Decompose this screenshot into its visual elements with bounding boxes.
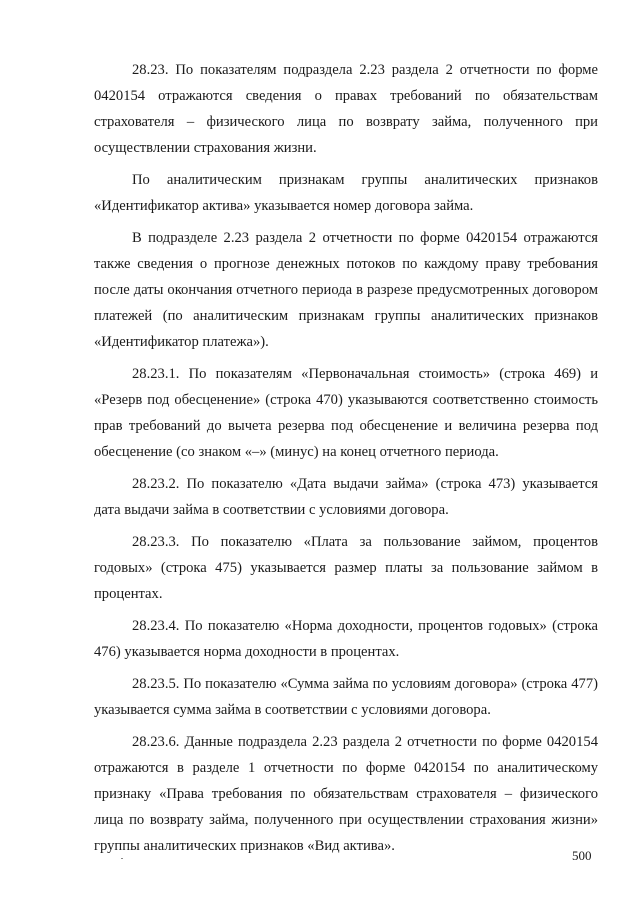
paragraph-28-23-2: 28.23.2. По показателю «Дата выдачи займа» (строка 473) указывается дата выдачи займа в соответствии с условиями договора. xyxy=(94,476,598,518)
paragraph-28-23-6: 28.23.6. Данные подраздела 2.23 раздела 2 отчетности по форме 0420154 отражаются в разделе 1 отчетности по форме 0420154 по аналитическому признаку «Права требования по обязательствам страхователя – физического лица по возврату займа, полученного при осуществлении страхования жизни» группы аналитических признаков «Вид актива». xyxy=(94,734,598,854)
paragraph-28-23-4: 28.23.4. По показателю «Норма доходности, процентов годовых» (строка 476) указывается норма доходности в процентах. xyxy=(94,618,598,660)
paragraph-28-23-1: 28.23.1. По показателям «Первоначальная стоимость» (строка 469) и «Резерв под обесценение» (строка 470) указываются соответственно стоимость прав требований до вычета резерва под обесценение и величина резерва под обесценение (со знаком «–» (минус) на конец отчетного периода. xyxy=(94,366,598,460)
page-number: 500 xyxy=(572,848,592,863)
document-body xyxy=(94,57,598,865)
scan-speck xyxy=(121,858,123,859)
paragraph-cash-flow-forecast: В подразделе 2.23 раздела 2 отчетности по форме 0420154 отражаются также сведения о прогнозе денежных потоков по каждому праву требования после даты окончания отчетного периода в разрезе предусмотренных договором платежей (по аналитическим признакам группы аналитических признаков «Идентификатор платежа»). xyxy=(94,230,598,350)
paragraph-asset-identifier: По аналитическим признакам группы аналитических признаков «Идентификатор актива» указывается номер договора займа. xyxy=(94,172,598,214)
paragraph-28-23-3: 28.23.3. По показателю «Плата за пользование займом, процентов годовых» (строка 475) указывается размер платы за пользование займом в процентах. xyxy=(94,534,598,602)
paragraph-28-23-5: 28.23.5. По показателю «Сумма займа по условиям договора» (строка 477) указывается сумма займа в соответствии с условиями договора. xyxy=(94,676,598,718)
paragraph-28-23: 28.23. По показателям подраздела 2.23 раздела 2 отчетности по форме 0420154 отражаются сведения о правах требований по обязательствам страхователя – физического лица по возврату займа, полученного при осуществлении страхования жизни. xyxy=(94,62,598,156)
